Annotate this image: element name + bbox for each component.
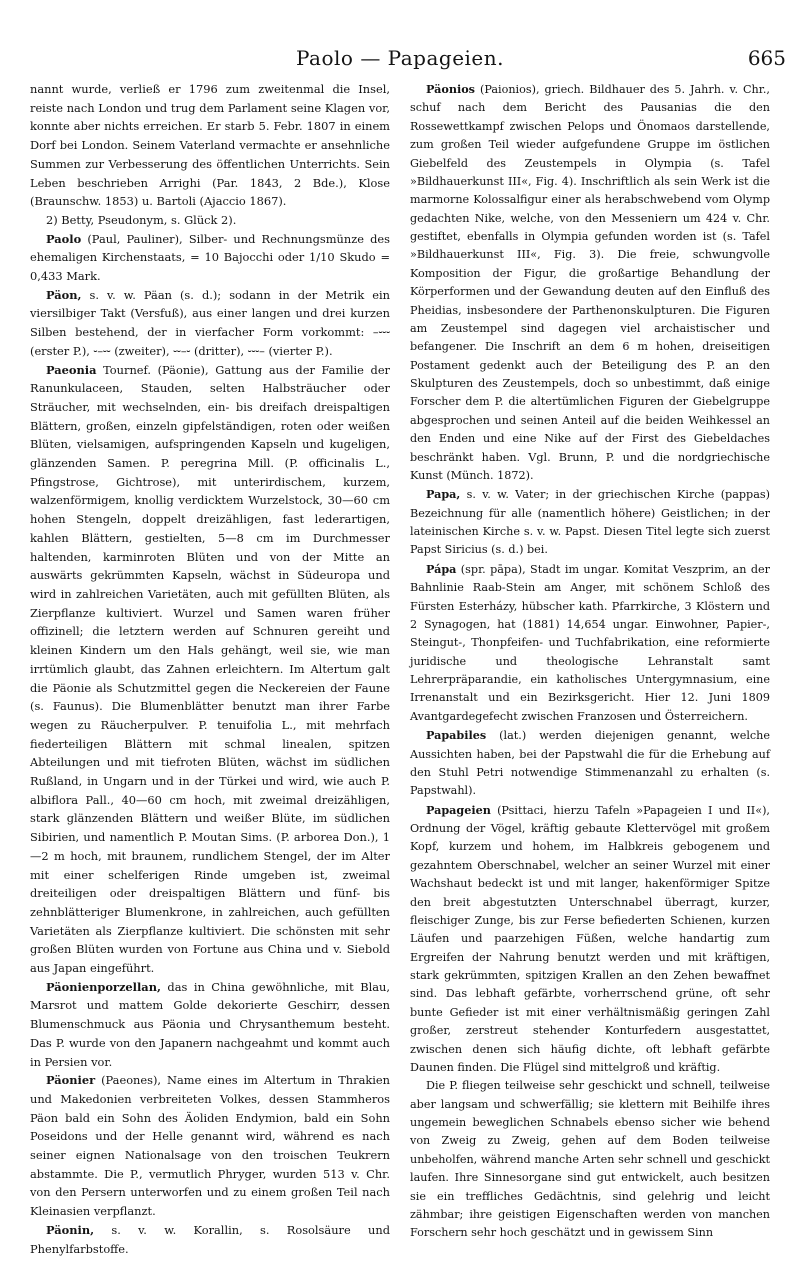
entry-headword: Pápa <box>426 561 457 576</box>
entry-text: s. v. w. Korallin, s. Rosolsäure und Phenylfarbstoffe. <box>30 1222 390 1256</box>
entry-text: (Paionios), griech. Bildhauer des 5. Jahrh. v. Chr., schuf nach dem Bericht des Pausanias die den Rossewettkampf zwischen Pelops und Önomaos darstellende, zum großen Teil wieder aufgefundene Gruppe im östlichen Giebelfeld des Zeustempels in Olympia (s. Tafel »Bildhauerkunst III«, Fig. 4). Inschriftlich als sein Werk ist die marmorne Kolossalfigur einer als herabschwebend vom Olymp gedachten Nike, welche, von den Messeniern um 424 v. Chr. gestiftet, ebenfalls in Olympia gefunden worden ist (s. Tafel »Bildhauerkunst III«, Fig. 3). Die freie, schwungvolle Komposition der Figur, die großartige Behandlung der Körperformen und der Gewandung deuten auf den Einfluß des Pheidias, insbesondere der Parthenonskulpturen. Die Figuren am Zeustempel sind dagegen viel archaistischer und befangener. Die Inschrift an dem 6 m hohen, dreiseitigen Postament gedenkt auch der Beteiligung des P. an den Skulpturen des Zeustempels, doch so unbestimmt, daß einige Forscher dem P. die altertümlichen Figuren der Giebelgruppe abgesprochen und seinen Anteil auf die beiden Weihkessel an den Enden und eine Nike auf der First des Giebeldaches beschränkt haben. Vgl. Brunn, P. und die nordgriechische Kunst (Münch. 1872). <box>410 83 770 482</box>
right-column <box>410 80 770 1243</box>
entry-headword: Paolo <box>46 231 82 246</box>
entry-headword: Päonios <box>426 82 475 96</box>
entry-paragraph <box>410 801 770 1078</box>
entry-text: s. v. w. Päan (s. d.); sodann in der Metrik ein viersilbiger Takt (Versfuß), aus einer langen und drei kurzen Silben bestehend, der in vierfacher Form vorkommt: –⏑⏑⏑ (erster P.), ⏑–⏑⏑ (zweiter), ⏑⏑–⏑ (dritter), ⏑⏑⏑– (vierter P.). <box>30 287 390 358</box>
entry-text: (Paul, Pauliner), Silber- und Rechnungsmünze des ehemaligen Kirchenstaats, = 10 Bajocchi oder 1/10 Skudo = 0,433 Mark. <box>30 231 390 284</box>
entry-paragraph <box>410 1077 770 1242</box>
entry-headword: Päonier <box>46 1073 96 1088</box>
entry-text: (Psittaci, hierzu Tafeln »Papageien I und II«), Ordnung der Vögel, kräftig gebaute Klettervögel mit großem Kopf, kurzem und hohem, im Halbkreis gebogenem und gezahntem Oberschnabel, welcher an seiner Wurzel mit einer Wachshaut bedeckt ist und mit langer, hakenförmiger Spitze den breit abgestutzten Unterschnabel überragt, kurzer, fleischiger Zunge, bis zur Ferse befiederten Schienen, kurzen Läufen und paarzehigen Füßen, welche handartig zum Ergreifen der Nahrung benutzt werden und mit kräftigen, stark gekrümmten, spitzigen Krallen an den Zehen bewaffnet sind. Das lebhaft gefärbte, vorherrschend grüne, oft sehr bunte Gefieder ist mit einer verhältnismäßig geringen Zahl großer, zerstreut stehender Konturfedern ausgestattet, zwischen denen sich häufig dichte, oft lebhaft gefärbte Daunen finden. Die Flügel sind mittelgroß und kräftig. <box>410 803 770 1074</box>
page-header <box>0 46 800 72</box>
entry-text: s. v. w. Vater; in der griechischen Kirche (pappas) Bezeichnung für alle (namentlich höhere) Geistlichen; in der lateinischen Kirche s. v. w. Papst. Diesen Titel legte sich zuerst Papst Siricius (s. d.) bei. <box>410 488 770 557</box>
entry-text: Tournef. (Päonie), Gattung aus der Familie der Ranunkulaceen, Stauden, selten Halbsträucher oder Sträucher, mit wechselnden, ein- bis dreifach dreispaltigen Blättern, großen, einzeln gipfelständigen, roten oder weißen Blüten, vielsamigen, aufspringenden Kapseln und kugeligen, glänzenden Samen. P. peregrina Mill. (P. officinalis L., Pfingstrose, Gichtrose), mit unterirdischem, kurzem, walzenförmigem, knollig verdicktem Wurzelstock, 30—60 cm hohen Stengeln, doppelt dreizähligen, fast lederartigen, kahlen Blättern, gestielten, 5—8 cm im Durchmesser haltenden, karminroten Blüten und von der Mitte an auswärts gekrümmten Kapseln, wächst in Südeuropa und wird in zahlreichen Varietäten, auch mit gefüllten Blüten, als Zierpflanze kultiviert. Wurzel und Samen waren früher offizinell; die letztern werden auf Schnuren gereiht und kleinen Kindern um den Hals gehängt, weil sie, wie man irrtümlich glaubt, das Zahnen erleichtern. Im Altertum galt die Päonie als Schutzmittel gegen die Neckereien der Faune (s. Faunus). Die Blumenblätter benutzt man ihrer Farbe wegen zu Räucherpulver. P. tenuifolia L., mit mehrfach fiederteiligen Blättern mit schmal linealen, spitzen Abteilungen und mit tiefroten Blüten, wächst im südlichen Rußland, in Ungarn und in der Türkei und wird, wie auch P. albiflora Pall., 40—60 cm hoch, mit zweimal dreizähligen, stark glänzenden Blättern und weißer Blüte, im südlichen Sibirien, und namentlich P. Moutan Sims. (P. arborea Don.), 1—2 m hoch, mit braunem, rundlichem Stengel, der im Alter mit einer schelferigen Rinde umgeben ist, zweimal dreiteiligen oder dreispaltigen Blättern und fünf- bis zehnblätteriger Blumenkrone, in zahlreichen, auch gefüllten Varietäten als Zierpflanze kultiviert. Die schönsten mit sehr großen Blüten wurden von Fortune aus China und v. Siebold aus Japan eingeführt. <box>30 362 390 976</box>
entry-paragraph <box>410 80 770 485</box>
entry-paragraph <box>30 978 390 1072</box>
left-column <box>30 80 390 1258</box>
entry-headword: Papageien <box>426 802 491 817</box>
entry-headword: Papa, <box>426 487 461 502</box>
entry-text: 2) Betty, Pseudonym, s. Glück 2). <box>46 212 237 227</box>
entry-paragraph <box>410 485 770 560</box>
entry-text: (lat.) werden diejenigen genannt, welche Aussichten haben, bei der Papstwahl die für die Erhebung auf den Stuhl Petri notwendige Stimmenanzahl zu erhalten (s. Papstwahl). <box>410 729 770 798</box>
entry-text: Die P. fliegen teilweise sehr geschickt und schnell, teilweise aber langsam und schwerfällig; sie klettern mit Beihilfe ihres ungemein beweglichen Schnabels ebenso sicher wie behend von Zweig zu Zweig, gehen auf dem Boden teilweise unbeholfen, während manche Arten sehr schnell und geschickt laufen. Ihre Sinnesorgane sind gut entwickelt, auch besitzen sie ein treffliches Gedächtnis, sind gelehrig und leicht zähmbar; ihre geistigen Eigenschaften werden von manchen Forschern sehr hoch geschätzt und in gewissem Sinn <box>410 1079 770 1240</box>
entry-paragraph <box>30 211 390 230</box>
entry-text: nannt wurde, verließ er 1796 zum zweitenmal die Insel, reiste nach London und trug dem Parlament seine Klagen vor, konnte aber nichts erreichen. Er starb 5. Febr. 1807 in einem Dorf bei London. Seinem Vaterland vermachte er ansehnliche Summen zur Verbesserung des öffentlichen Unterrichts. Sein Leben beschrieben Arrighi (Par. 1843, 2 Bde.), Klose (Braunschw. 1853) u. Bartoli (Ajaccio 1867). <box>30 82 390 209</box>
entry-headword: Päon, <box>46 287 82 302</box>
entry-paragraph <box>30 286 390 361</box>
entry-text: das in China gewöhnliche, mit Blau, Marsrot und mattem Golde dekorierte Geschirr, dessen Blumenschmuck aus Päonia und Chrysanthemum besteht. Das P. wurde von den Japanern nachgeahmt und kommt auch in Persien vor. <box>30 979 390 1069</box>
entry-paragraph <box>410 726 770 801</box>
entry-text: (Paeones), Name eines im Altertum in Thrakien und Makedonien verbreiteten Volkes, dessen Stammheros Päon bald ein Sohn des Äoliden Endymion, bald ein Sohn Poseidons und der Helle genannt wird, während es nach seiner eignen Nationalsage von den troischen Teukrern abstammte. Die P., vermutlich Phryger, wurden 513 v. Chr. von den Persern unterworfen und zu einem großen Teil nach Kleinasien verpflanzt. <box>30 1073 390 1219</box>
entry-paragraph <box>30 361 390 978</box>
entry-headword: Päonienporzellan, <box>46 979 161 994</box>
entry-paragraph <box>410 560 770 726</box>
entry-text: (spr. pāpa), Stadt im ungar. Komitat Veszprim, an der Bahnlinie Raab-Stein am Anger, mit schönem Schloß des Fürsten Esterházy, hübscher kath. Pfarrkirche, 3 Klöstern und 2 Synagogen, hat (1881) 14,654 ungar. Einwohner, Papier-, Steingut-, Thonpfeifen- und Tuchfabrikation, eine reformierte juridische und theologische Lehranstalt samt Lehrerpräparandie, ein katholisches Untergymnasium, eine Irrenanstalt und ein Bezirksgericht. Hier 12. Juni 1809 Avantgardegefecht zwischen Franzosen und Österreichern. <box>410 562 770 723</box>
entry-paragraph <box>30 1221 390 1258</box>
running-head: Paolo — Papageien. <box>296 46 504 70</box>
entry-paragraph <box>30 1071 390 1221</box>
entry-headword: Päonin, <box>46 1222 95 1237</box>
entry-headword: Paeonia <box>46 362 97 377</box>
page-number: 665 <box>747 46 786 70</box>
entry-headword: Papabiles <box>426 728 487 743</box>
entry-paragraph <box>30 230 390 286</box>
entry-paragraph <box>30 80 390 211</box>
